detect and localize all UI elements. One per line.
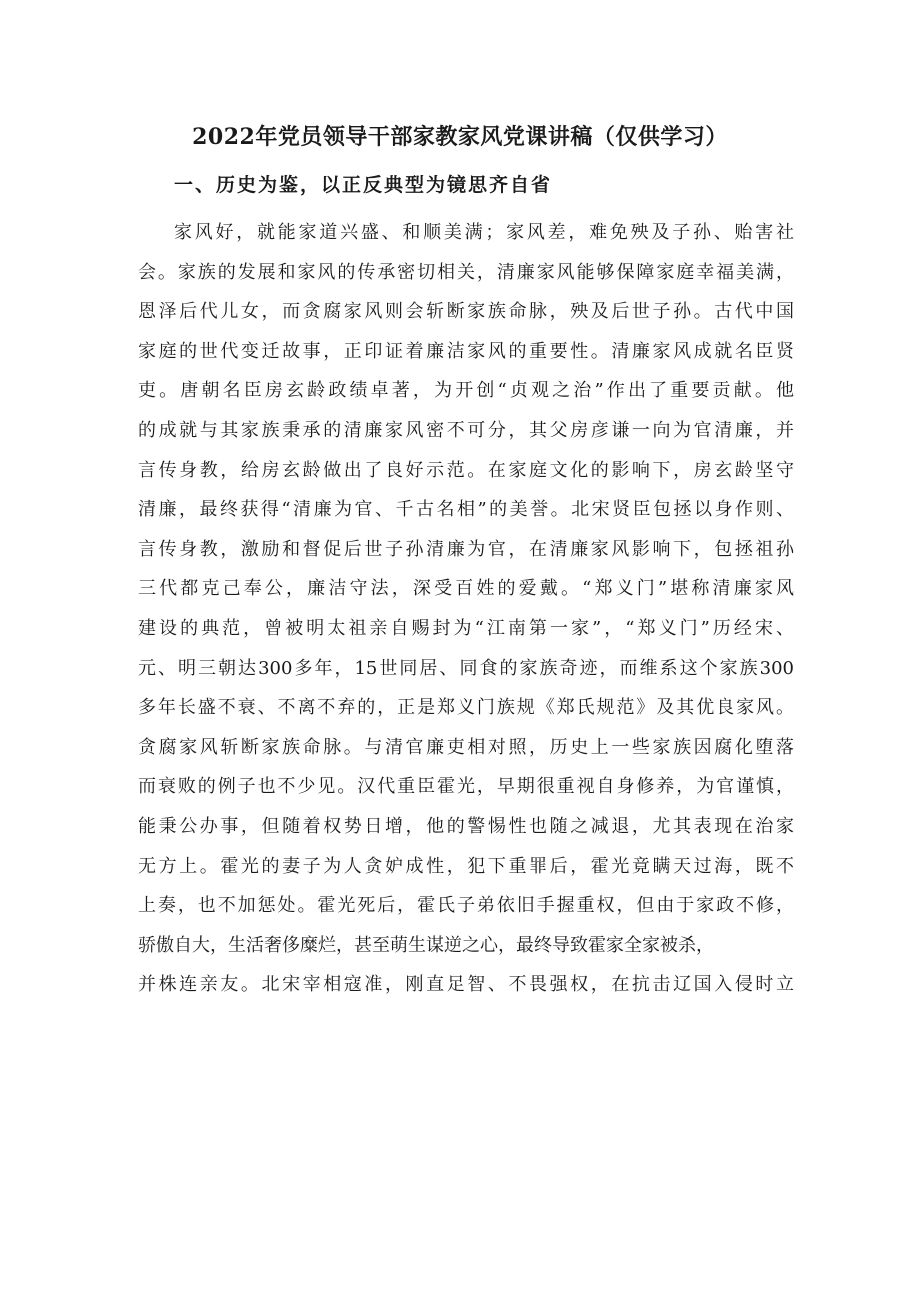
- text-line: 吏。唐朝名臣房玄龄政绩卓著，为开创“贞观之治”作出了重要贡献。他: [138, 380, 794, 402]
- text-line: 而衰败的例子也不少见。汉代重臣霍光，早期很重视自身修养，为官谨慎，: [138, 776, 794, 798]
- text-line: 家风好，就能家道兴盛、和顺美满；家风差，难免殃及子孙、贻害社: [174, 222, 794, 243]
- text-line: 多年长盛不衰、不离不弃的，正是郑义门族规《郑氏规范》及其优良家风。: [138, 697, 794, 719]
- text-line: 上奏，也不加惩处。霍光死后，霍氏子弟依旧手握重权，但由于家政不修，: [138, 895, 794, 917]
- text-line: 言传身教，给房玄龄做出了良好示范。在家庭文化的影响下，房玄龄坚守: [138, 459, 794, 481]
- text-line: 的成就与其家族秉承的清廉家风密不可分，其父房彦谦一向为官清廉，并: [138, 419, 794, 441]
- text-line: 言传身教，激励和督促后世子孙清廉为官，在清廉家风影响下，包拯祖孙: [138, 538, 794, 560]
- text-line: 恩泽后代儿女，而贪腐家风则会斩断家族命脉，殃及后世子孙。古代中国: [138, 301, 794, 323]
- text-line: 会。家族的发展和家风的传承密切相关，清廉家风能够保障家庭幸福美满，: [138, 261, 794, 283]
- section-heading: 一、历史为鉴，以正反典型为镜思齐自省: [174, 174, 553, 196]
- text-line: 并株连亲友。北宋宰相寇准，刚直足智、不畏强权，在抗击辽国入侵时立: [138, 974, 794, 996]
- text-line: 三代都克己奉公，廉洁守法，深受百姓的爱戴。“郑义门”堪称清廉家风: [138, 578, 794, 600]
- text-line: 清廉，最终获得“清廉为官、千古名相”的美誉。北宋贤臣包拯以身作则、: [138, 499, 794, 521]
- text-line: 建设的典范，曾被明太祖亲自赐封为“江南第一家”，“郑义门”历经宋、: [138, 617, 794, 639]
- text-line: 骄傲自大，生活奢侈糜烂，甚至萌生谋逆之心，最终导致霍家全家被杀，: [138, 934, 714, 956]
- document-title: 2022年党员领导干部家教家风党课讲稿（仅供学习）: [192, 124, 728, 150]
- text-line: 元、明三朝达300多年，15世同居、同食的家族奇迹，而维系这个家族300: [138, 657, 794, 679]
- text-line: 家庭的世代变迁故事，正印证着廉洁家风的重要性。清廉家风成就名臣贤: [138, 340, 794, 362]
- body-paragraph: [138, 213, 794, 1005]
- text-line: 贪腐家风斩断家族命脉。与清官廉吏相对照，历史上一些家族因腐化堕落: [138, 736, 794, 758]
- text-line: 能秉公办事，但随着权势日增，他的警惕性也随之减退，尤其表现在治家: [138, 815, 794, 837]
- text-line: 无方上。霍光的妻子为人贪妒成性，犯下重罪后，霍光竟瞒天过海，既不: [138, 855, 794, 877]
